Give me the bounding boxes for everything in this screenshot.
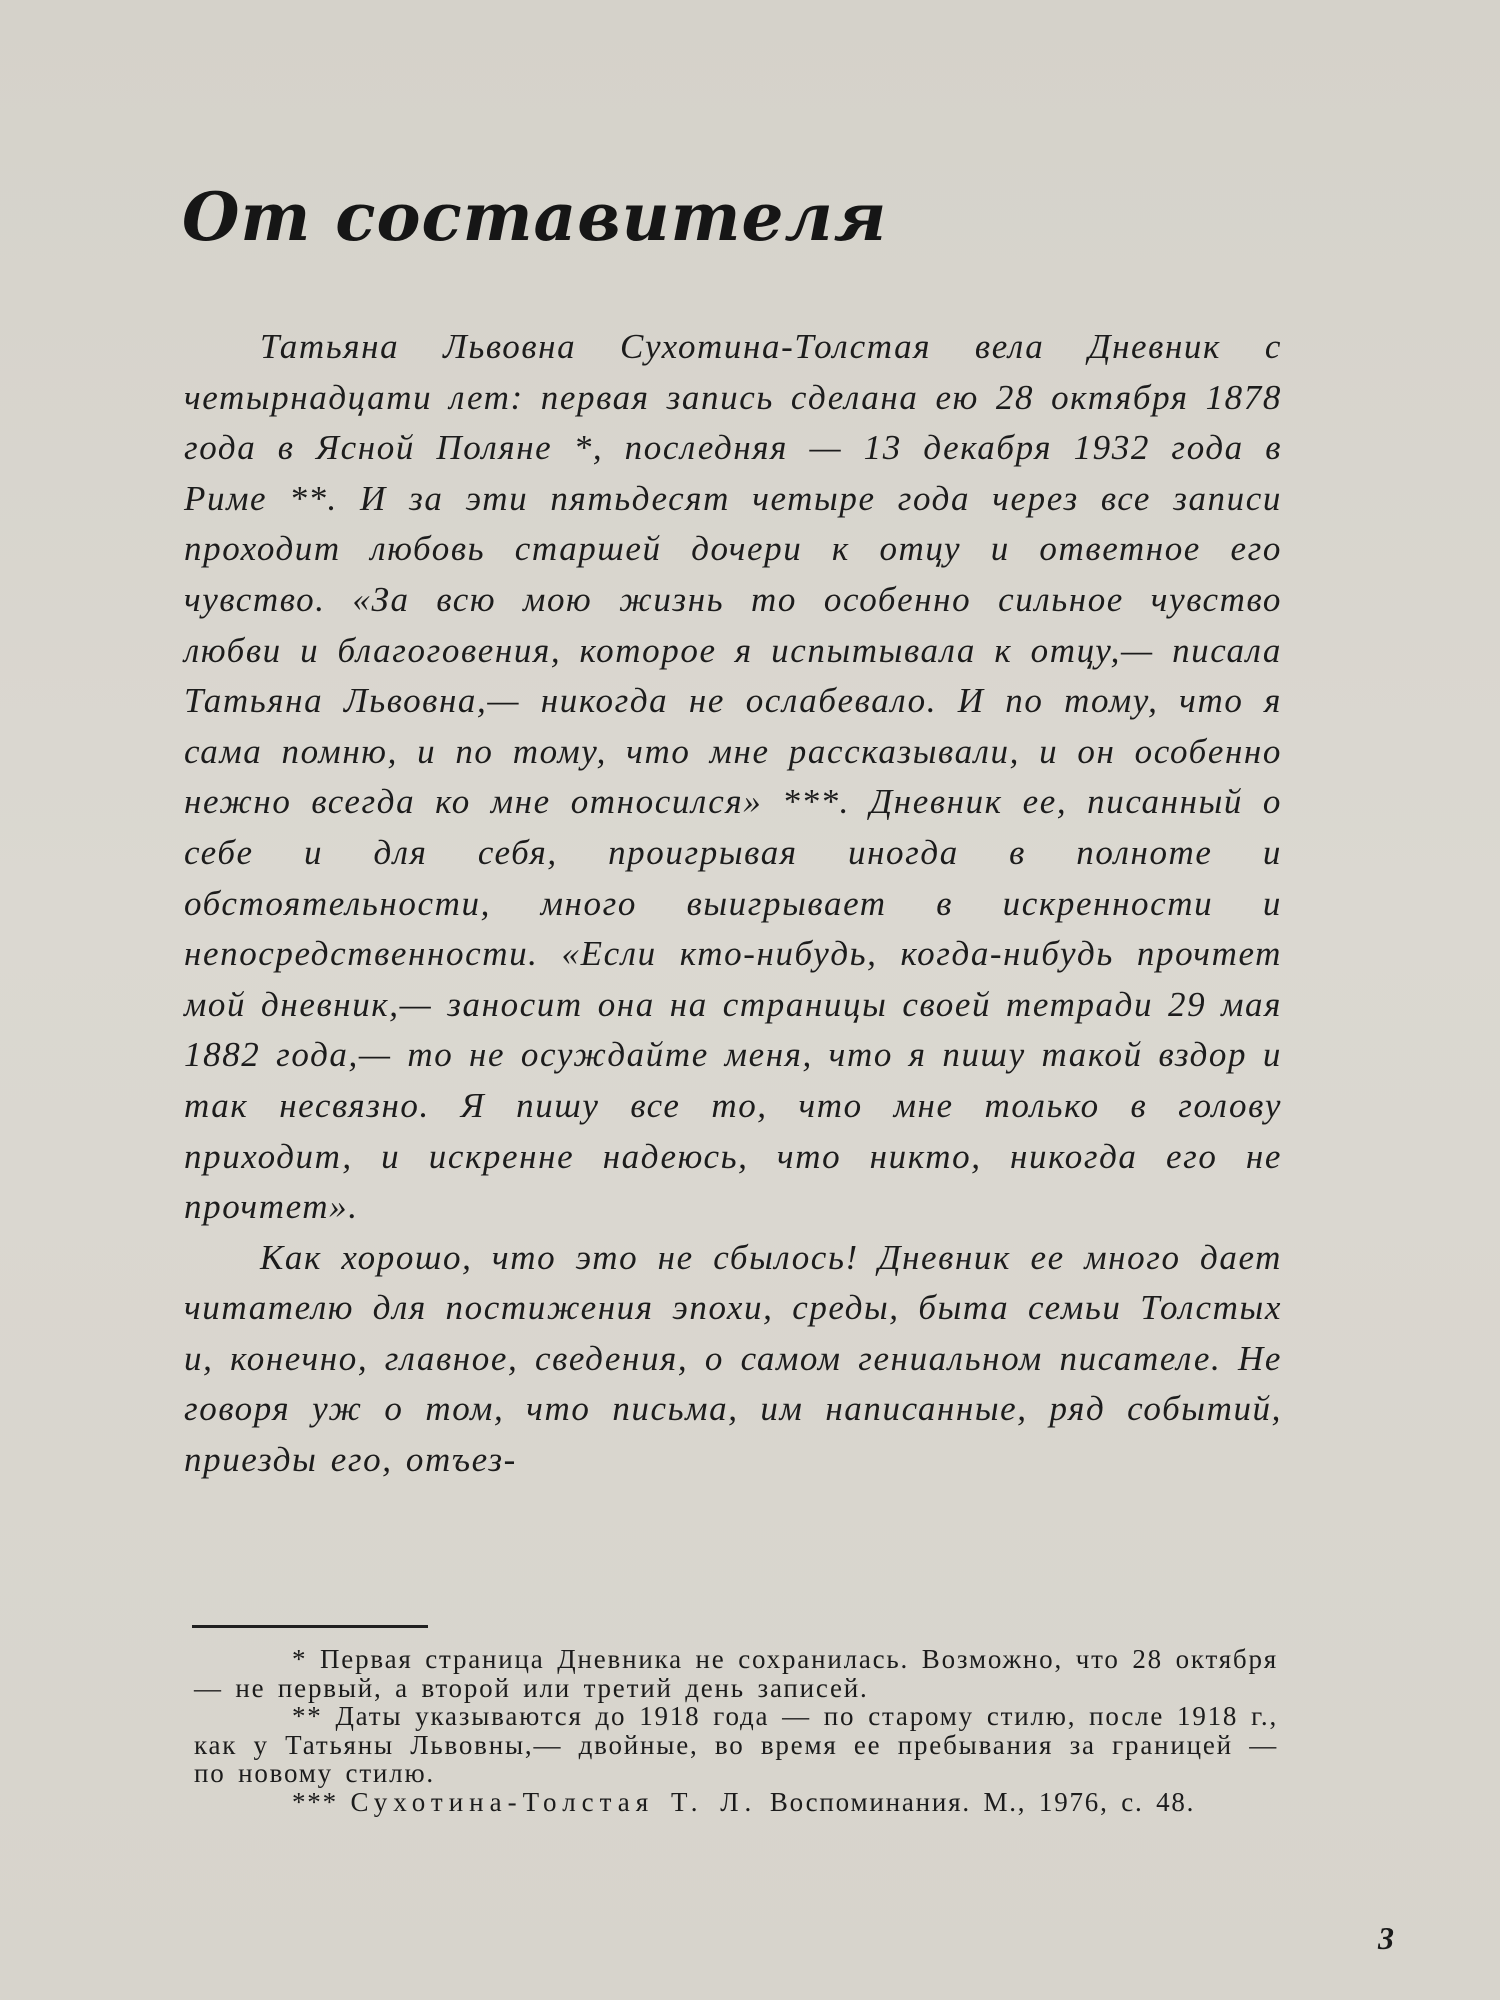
footnote-1: * Первая страница Дневника не сохранилась. Возможно, что 28 октября — не первый, а второй или третий день записей. <box>194 1644 1278 1703</box>
footnote-3-marker: *** <box>292 1786 338 1817</box>
body-text <box>184 322 1282 1486</box>
footnote-3 <box>194 1788 1278 1817</box>
footnote-3-author: Сухотина-Толстая Т. Л. <box>350 1786 758 1817</box>
footnote-2: ** Даты указываются до 1918 года — по старому стилю, после 1918 г., как у Татьяны Львовны,— двойные, во время ее пребывания за границей — по новому стилю. <box>194 1701 1278 1788</box>
footnotes <box>194 1645 1278 1816</box>
page-title: От составителя <box>182 178 888 256</box>
footnote-divider <box>192 1625 428 1628</box>
footnote-3-source: Воспоминания. М., 1976, с. 48. <box>769 1786 1196 1817</box>
paragraph-2: Как хорошо, что это не сбылось! Дневник ее много дает читателю для постижения эпохи, среды, быта семьи Толстых и, конечно, главное, сведения, о самом гениальном писателе. Не говоря уж о том, что письма, им написанные, ряд событий, приезды его, отъез- <box>184 1237 1282 1480</box>
page-number: 3 <box>1378 1920 1394 1956</box>
paragraph-1: Татьяна Львовна Сухотина-Толстая вела Дневник с четырнадцати лет: первая запись сделана ею 28 октября 1878 года в Ясной Поляне *, последняя — 13 декабря 1932 года в Риме **. И за эти пятьдесят четыре года через все записи проходит любовь старшей дочери к отцу и ответное его чувство. «За всю мою жизнь то особенно сильное чувство любви и благоговения, которое я испытывала к отцу,— писала Татьяна Львовна,— никогда не ослабевало. И по тому, что я сама помню, и по тому, что мне рассказывали, и он особенно нежно всегда ко мне относился» ***. Дневник ее, писанный о себе и для себя, проигрывая иногда в полноте и обстоятельности, много выигрывает в искренности и непосредственности. «Если кто-нибудь, когда-нибудь прочтет мой дневник,— заносит она на страницы своей тетради 29 мая 1882 года,— то не осуждайте меня, что я пишу такой вздор и так несвязно. Я пишу все то, что мне только в голову приходит, и искренне надеюсь, что никто, никогда его не прочтет». <box>184 327 1282 1227</box>
